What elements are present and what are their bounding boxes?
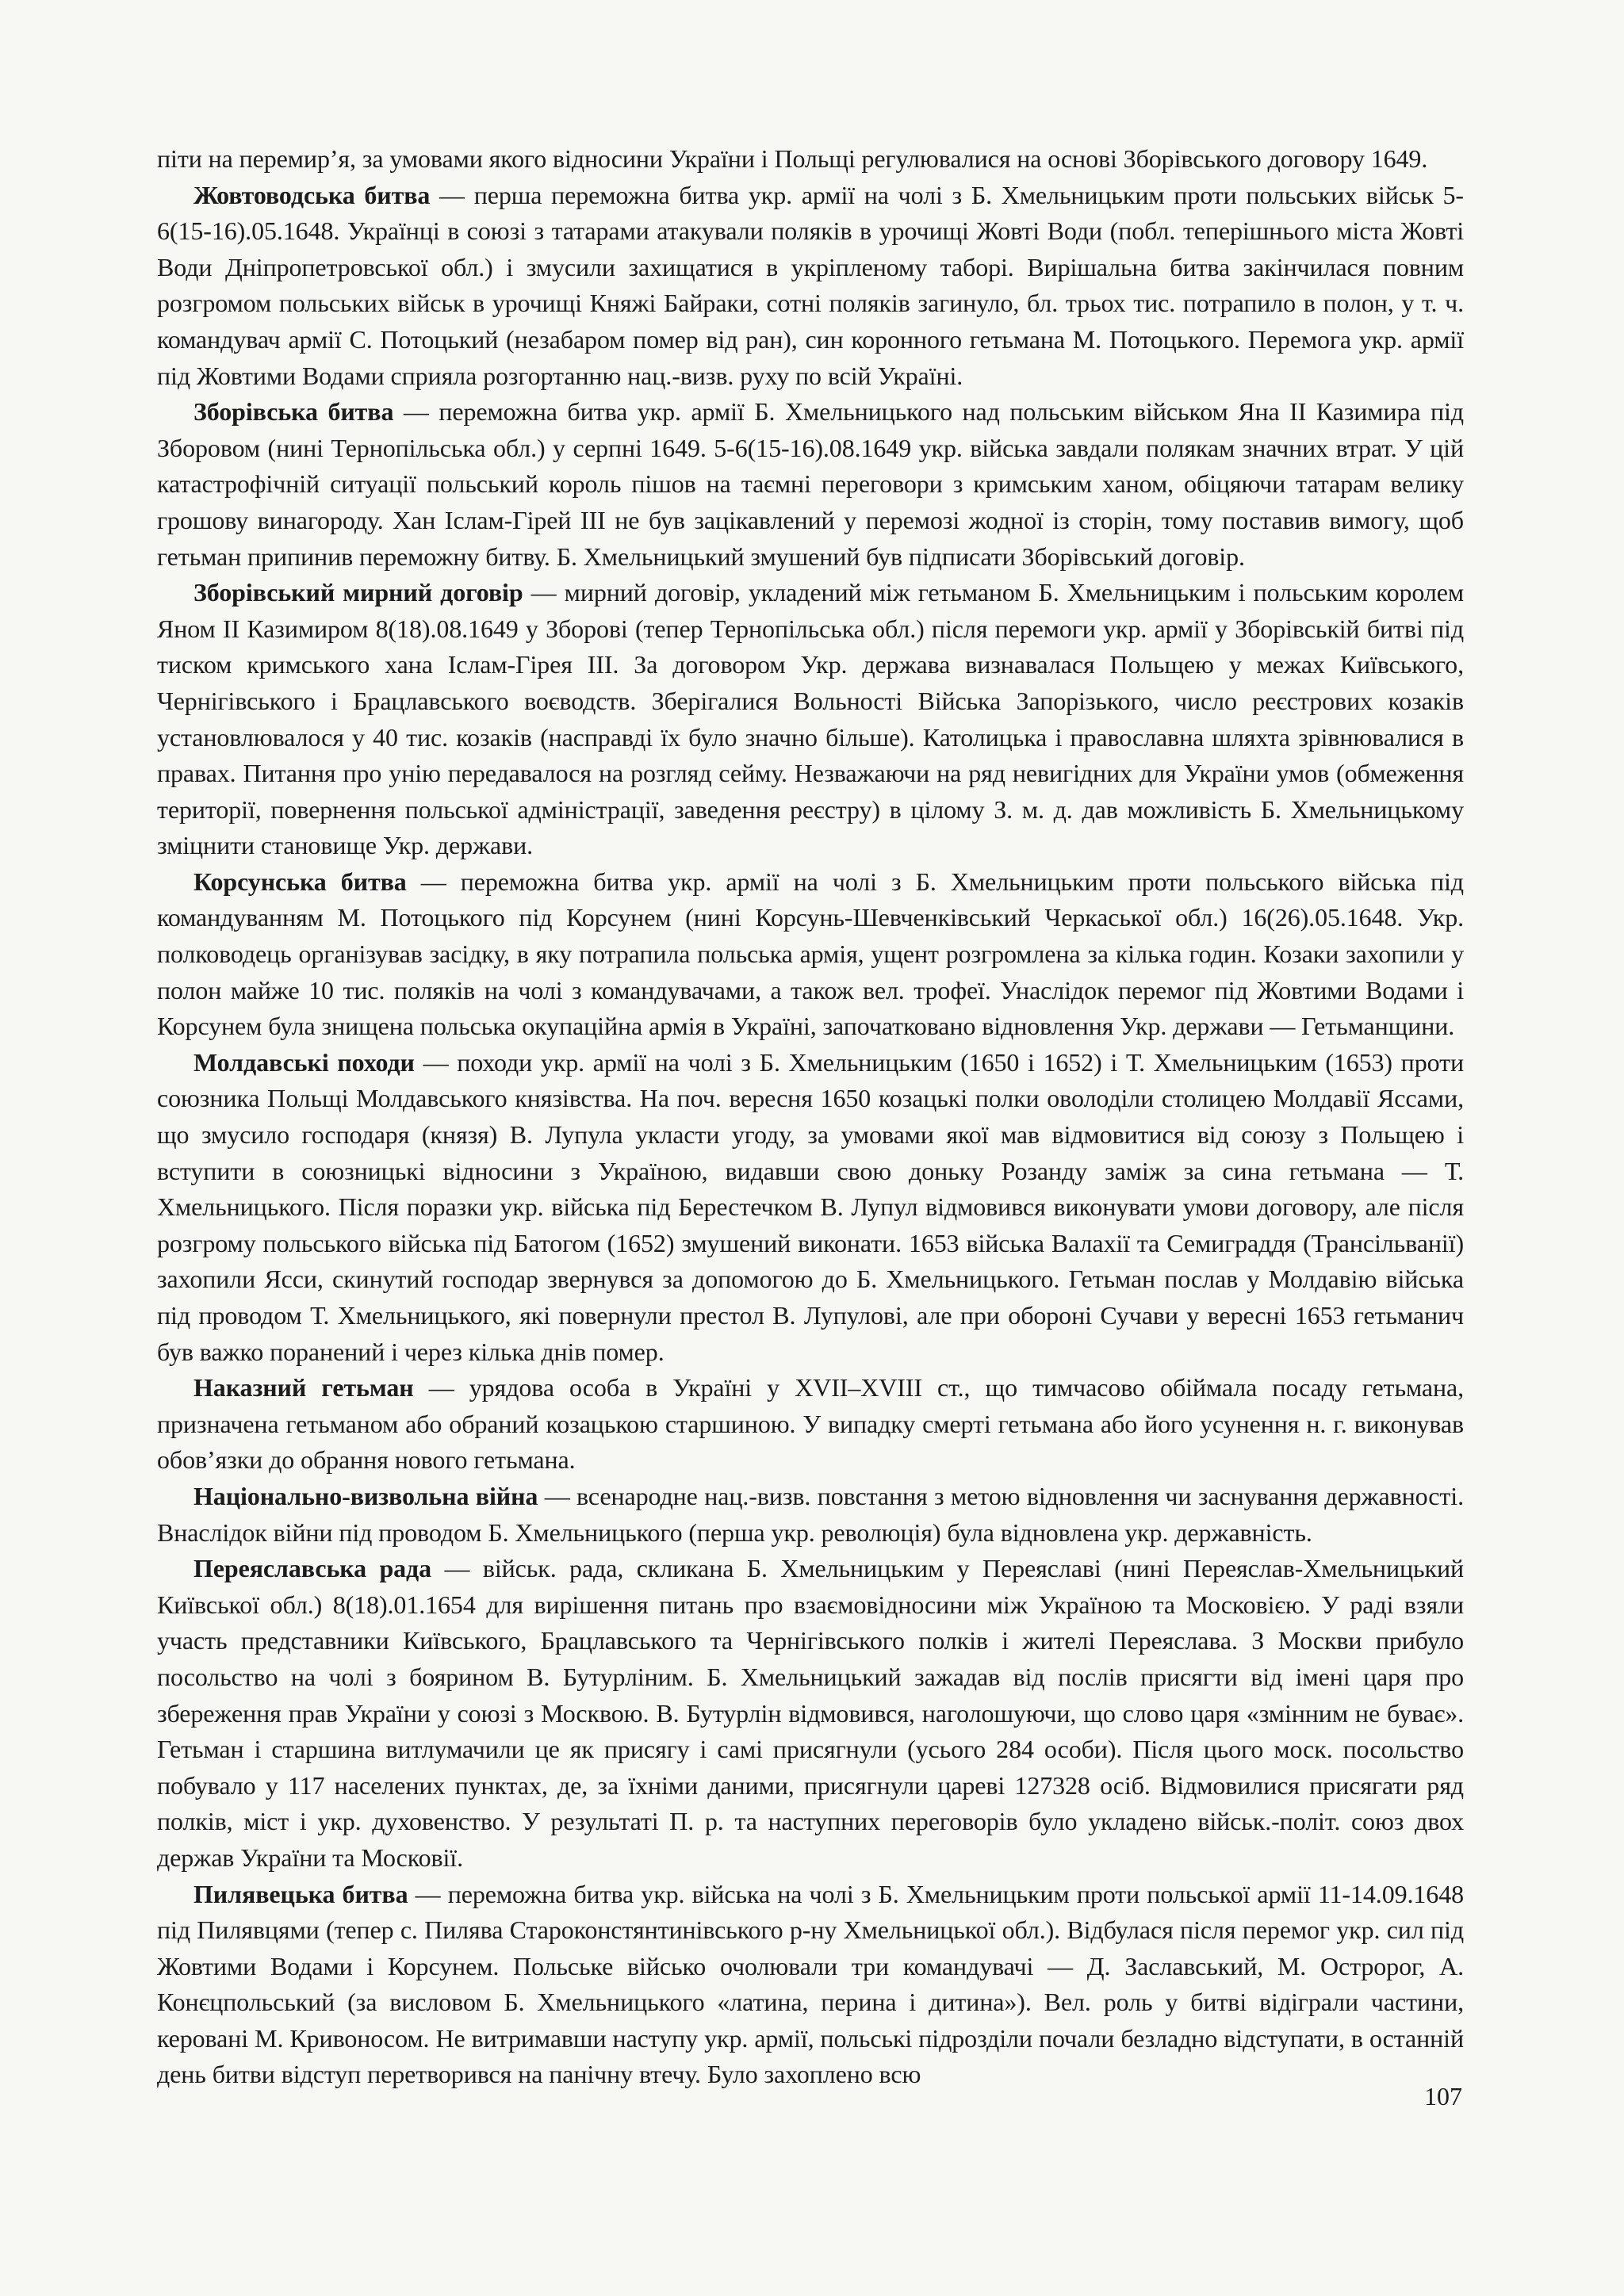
entry-definition: — урядова особа в Україні у XVII–XVIII ст., що тимчасово обіймала посаду гетьмана, призначена гетьманом або обраний козацькою старшиною. У випадку смерті гетьмана або його усунення н. г. виконував обов’язки до обрання нового гетьмана.: [157, 1373, 1465, 1475]
entry-term: Зборівський мирний договір: [193, 578, 523, 607]
entry-pyliavtsi-battle: [157, 1877, 1464, 2094]
entry-acting-hetman: [157, 1370, 1464, 1479]
page-number: 107: [1424, 2082, 1462, 2110]
page-text: [157, 141, 1464, 2093]
entry-pereiaslav-council: [157, 1551, 1464, 1876]
entry-definition: — перша переможна битва укр. армії на чолі з Б. Хмельницьким проти польських військ 5-6(15-16).05.1648. Українці в союзі з татарами атакували поляків в урочищі Жовті Води (побл. теперішнього міста Жовті Води Дніпропетровської обл.) і змусили захищатися в укріпленому таборі. Вирішальна битва закінчилася повним розгромом польських військ в урочищі Княжі Байраки, сотні поляків загинуло, бл. трьох тис. потрапило в полон, у т. ч. командувач армії С. Потоцький (незабаром помер від ран), син коронного гетьмана М. Потоцького. Перемога укр. армії під Жовтими Водами сприяла розгортанню нац.-визв. руху по всій Україні.: [157, 180, 1464, 390]
entry-definition: — переможна битва укр. армії на чолі з Б. Хмельницьким проти польського війська під командуванням М. Потоцького під Корсунем (нині Корсунь-Шевченківський Черкаської обл.) 16(26).05.1648. Укр. полководець організував засідку, в яку потрапила польська армія, ущент розгромлена за кілька годин. Козаки захопили у полон майже 10 тис. поляків на чолі з командувачами, а також вел. трофеї. Унаслідок перемог під Жовтими Водами і Корсунем була знищена польська окупаційна армія в Україні, започатковано відновлення Укр. держави — Гетьманщини.: [157, 867, 1464, 1041]
entry-term: Переяславська рада: [193, 1554, 432, 1583]
paragraph-continuation: [157, 141, 1464, 178]
entry-korsun-battle: [157, 864, 1464, 1045]
entry-term: Пилявецька битва: [193, 1879, 408, 1908]
entry-term: Наказний гетьман: [193, 1373, 414, 1402]
entry-definition: — переможна битва укр. війська на чолі з Б. Хмельницьким проти польської армії 11-14.09.1648 під Пилявцями (тепер с. Пилява Староконстянтинівського р-ну Хмельницької обл.). Відбулася після перемог укр. сил під Жовтими Водами і Корсунем. Польське військо очолювали три командувачі — Д. Заславський, М. Остророг, А. Конєцпольський (за висловом Б. Хмельницького «латина, перина і дитина»). Вел. роль у битві відіграли частини, керовані М. Кривоносом. Не витримавши наступу укр. армії, польські підрозділи почали безладно відступати, в останній день битви відступ перетворився на панічну втечу. Було захоплено всю: [157, 1879, 1464, 2089]
entry-definition: — військ. рада, скликана Б. Хмельницьким у Переяславі (нині Переяслав-Хмельницький Київської обл.) 8(18).01.1654 для вирішення питань про взаємовідносини між Україною та Московією. У раді взяли участь представники Київського, Брацлавського та Чернігівського полків і жителі Переяслава. З Москви прибуло посольство на чолі з боярином В. Бутурліним. Б. Хмельницький зажадав від послів присягти від імені царя про збереження прав України у союзі з Москвою. В. Бутурлін відмовився, наголошуючи, що слово царя «змінним не буває». Гетьман і старшина витлумачили це як присягу і самі присягнули (усього 284 особи). Після цього моск. посольство побувало у 117 населених пунктах, де, за їхніми даними, присягнули цареві 127328 осіб. Відмовилися присягати ряд полків, міст і укр. духовенство. У результаті П. р. та наступних переговорів було укладено військ.-політ. союз двох держав України та Московії.: [157, 1554, 1464, 1872]
entry-term: Молдавські походи: [193, 1047, 415, 1077]
entry-zhovti-vody-battle: [157, 178, 1464, 395]
paragraph-text: піти на перемир’я, за умовами якого відносини України і Польщі регулювалися на основі Зборівського договору 1649.: [157, 144, 1428, 173]
entry-liberation-war: [157, 1479, 1464, 1551]
entry-term: Зборівська битва: [193, 397, 394, 427]
entry-definition: — всенародне нац.-визв. повстання з метою відновлення чи заснування державності. Внаслідок війни під проводом Б. Хмельницького (перша укр. революція) була відновлена укр. державність.: [157, 1481, 1464, 1547]
entry-definition: — походи укр. армії на чолі з Б. Хмельницьким (1650 і 1652) і Т. Хмельницьким (1653) проти союзника Польщі Молдавського князівства. На поч. вересня 1650 козацькі полки оволоділи столицею Молдавії Яссами, що змусило господаря (князя) В. Лупула укласти угоду, за умовами якої мав відмовитися від союзу з Польщею і вступити в союзницькі відносини з Україною, видавши свою доньку Розанду заміж за сина гетьмана — Т. Хмельницького. Після поразки укр. війська під Берестечком В. Лупул відмовився виконувати умови договору, але після розгрому польського війська під Батогом (1652) змушений виконати. 1653 війська Валахії та Семиграддя (Трансільванії) захопили Ясси, скинутий господар звернувся за допомогою до Б. Хмельницького. Гетьман послав у Молдавію війська під проводом Т. Хмельницького, які повернули престол В. Лупулові, але при обороні Сучави у вересні 1653 гетьманич був важко поранений і через кілька днів помер.: [157, 1047, 1464, 1366]
entry-zboriv-treaty: [157, 575, 1464, 864]
entry-moldavian-campaigns: [157, 1045, 1464, 1370]
entry-term: Національно-визвольна війна: [193, 1481, 538, 1510]
entry-term: Корсунська битва: [193, 867, 407, 896]
entry-zboriv-battle: [157, 394, 1464, 575]
entry-definition: — мирний договір, укладений між гетьманом Б. Хмельницьким і польським королем Яном II Казимиром 8(18).08.1649 у Зборові (тепер Тернопільська обл.) після перемоги укр. армії у Зборівській битві під тиском кримського хана Іслам-Гірея III. За договором Укр. держава визнавалася Польщею у межах Київського, Чернігівського і Брацлавського воєводств. Зберігалися Вольності Війська Запорізького, число реєстрових козаків установлювалося у 40 тис. козаків (насправді їх було значно більше). Католицька і православна шляхта зрівнювалися в правах. Питання про унію передавалося на розгляд сейму. Незважаючи на ряд невигідних для України умов (обмеження території, повернення польської адміністрації, заведення реєстру) в цілому З. м. д. дав можливість Б. Хмельницькому зміцнити становище Укр. держави.: [157, 578, 1464, 860]
entry-definition: — переможна битва укр. армії Б. Хмельницького над польським військом Яна II Казимира під Зборовом (нині Тернопільська обл.) у серпні 1649. 5-6(15-16).08.1649 укр. війська завдали полякам значних втрат. У цій катастрофічній ситуації польський король пішов на таємні переговори з кримським ханом, обіцяючи татарам велику грошову винагороду. Хан Іслам-Гірей III не був зацікавлений у перемозі жодної із сторін, тому поставив вимогу, щоб гетьман припинив переможну битву. Б. Хмельницький змушений був підписати Зборівський договір.: [157, 397, 1464, 571]
entry-term: Жовтоводська битва: [193, 180, 431, 209]
